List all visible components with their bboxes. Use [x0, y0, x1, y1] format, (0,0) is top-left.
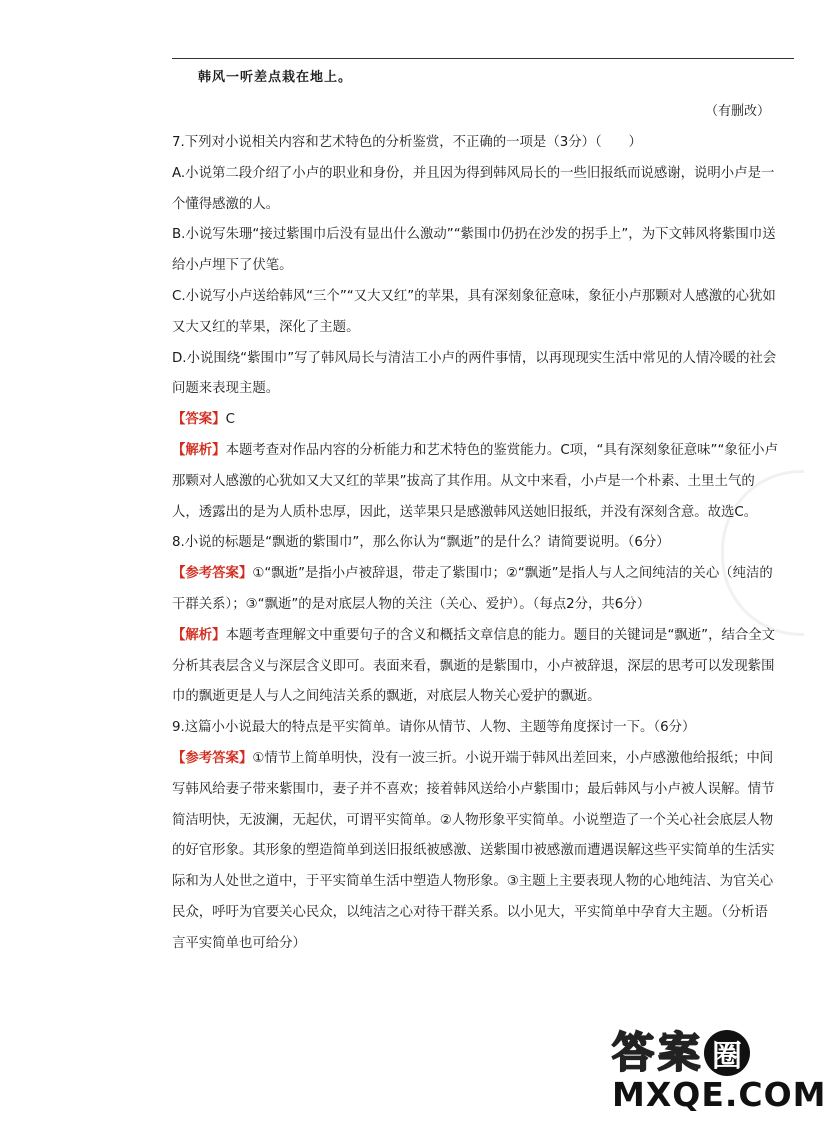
answer-tag: 【答案】 — [172, 412, 226, 428]
top-rule — [172, 58, 794, 59]
question-7-stem: 7.下列对小说相关内容和艺术特色的分析鉴赏，不正确的一项是（3分）（ ） — [172, 135, 642, 150]
reference-answer-9: 【参考答案】①情节上简单明快，没有一波三折。小说开端于韩风出差回来，小卢感激他给报纸；中间写韩风给妻子带来紫围巾，妻子并不喜欢；接着韩风送给小卢紫围巾；最后韩风与小卢被人误解。情节简洁明快，无波澜，无起伏，可谓平实简单。②人物形象平实简单。小说塑造了一个关心社会底层人物的好官形象。其形象的塑造简单到送旧报纸被感激、送紫围巾被感激而遭遇误解这些平实简单的生活实际和为人处世之道中，于平实简单生活中塑造人物形象。③主题上主要表现人物的心地纯洁、为官关心民众，呼吁为官要关心民众，以纯洁之心对待干群关系。以小见大，平实简单中孕育大主题。（分析语言平实简单也可给分） — [172, 750, 775, 951]
mxqe-watermark-logo — [612, 1028, 827, 1116]
story-ending-line: 韩风一听差点栽在地上。 — [198, 70, 353, 85]
question-9-stem: 9.这篇小小说最大的特点是平实简单。请你从情节、人物、主题等角度探讨一下。（6分） — [172, 720, 696, 736]
option-d: D.小说围绕“紫围巾”写了韩风局长与清洁工小卢的两件事情，以再现现实生活中常见的人情冷暖的社会问题来表现主题。 — [172, 350, 777, 397]
reference-answer-tag: 【参考答案】 — [172, 750, 253, 766]
option-a: A.小说第二段介绍了小卢的职业和身份，并且因为得到韩风局长的一些旧报纸而说感谢，说明小卢是一个懂得感激的人。 — [172, 165, 775, 212]
option-b: B.小说写朱珊“接过紫围巾后没有显出什么激动”“紫围巾仍扔在沙发的拐手上”，为下文韩风将紫围巾送给小卢埋下了伏笔。 — [172, 227, 776, 274]
analysis-tag: 【解析】 — [172, 627, 226, 643]
analysis-8: 【解析】本题考查理解文中重要句子的含义和概括文章信息的能力。题目的关键词是“飘逝”，结合全文分析其表层含义与深层含义即可。表面来看，飘逝的是紫围巾，小卢被辞退，深层的思考可以发现紫围巾的飘逝更是人与人之间纯洁关系的飘逝，对底层人物关心爱护的飘逝。 — [172, 627, 776, 705]
question-content — [172, 128, 780, 960]
source-note: （有删改） — [704, 104, 770, 119]
analysis-tag: 【解析】 — [172, 442, 226, 458]
watermark-url: MXQE.COM — [612, 1075, 827, 1114]
question-8-stem: 8.小说的标题是“飘逝的紫围巾”，那么你认为“飘逝”的是什么？请简要说明。（6分） — [172, 535, 670, 551]
option-c: C.小说写小卢送给韩风“三个”“又大又红”的苹果，具有深刻象征意味，象征小卢那颗对人感激的心犹如又大又红的苹果，深化了主题。 — [172, 288, 776, 335]
watermark-circle-badge: 圈 — [704, 1030, 750, 1076]
reference-answer-tag: 【参考答案】 — [172, 566, 253, 582]
analysis-7: 【解析】本题考查对作品内容的分析能力和艺术特色的鉴赏能力。C项，“具有深刻象征意味”“象征小卢那颗对人感激的心犹如又大又红的苹果”拔高了其作用。从文中来看，小卢是一个朴素、土里土气的人，透露出的是为人质朴忠厚，因此，送苹果只是感激韩风送她旧报纸，并没有深刻含意。故选C。 — [172, 442, 778, 520]
answer-7: 【答案】C — [172, 412, 235, 428]
watermark-title: 答 案 圈 — [612, 1030, 790, 1076]
reference-answer-8: 【参考答案】①“飘逝”是指小卢被辞退，带走了紫围巾；②“飘逝”是指人与人之间纯洁的关心（纯洁的干群关系）；③“飘逝”的是对底层人物的关注（关心、爱护）。（每点2分，共6分） — [172, 566, 773, 612]
